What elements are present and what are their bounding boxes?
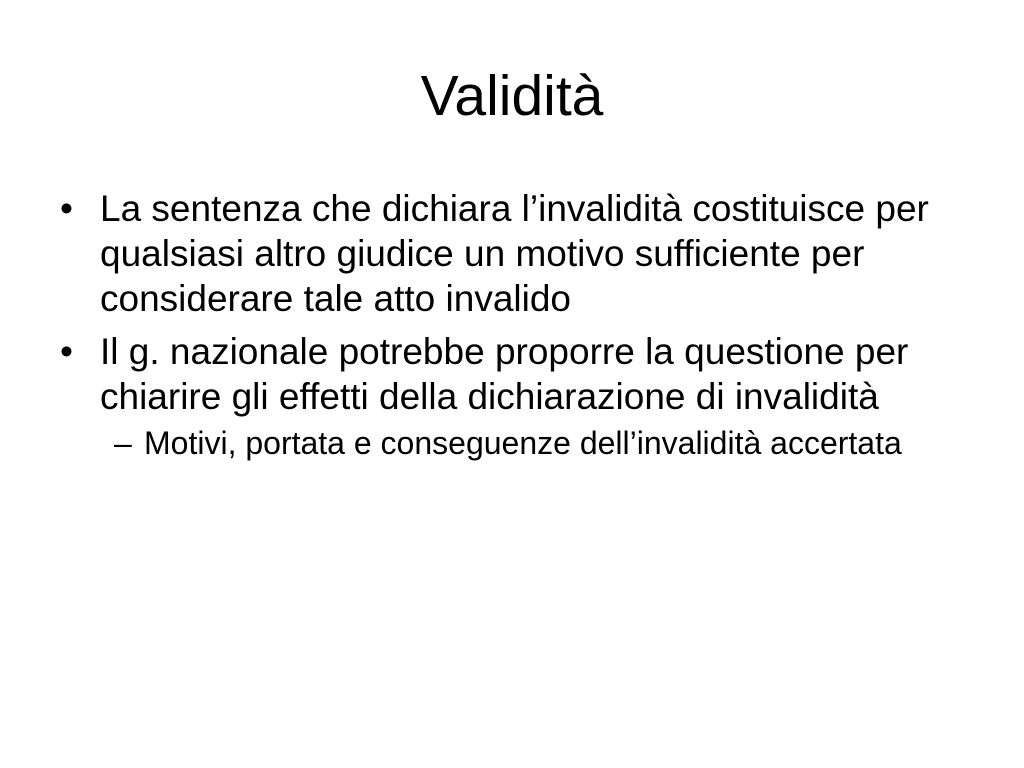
- sub-bullet-text: Motivi, portata e conseguenze dell’invalidità accertata: [144, 425, 902, 461]
- bullet-text: Il g. nazionale potrebbe proporre la questione per chiarire gli effetti della dichiarazione di invalidità: [100, 331, 909, 417]
- sub-bullet-list: [100, 423, 986, 463]
- bullet-item: [56, 186, 986, 321]
- bullet-marker: •: [60, 331, 73, 372]
- slide-title: Validità: [420, 64, 604, 128]
- sub-bullet-item: [100, 423, 986, 463]
- sub-bullet-marker: –: [114, 425, 132, 461]
- bullet-text: La sentenza che dichiara l’invalidità costituisce per qualsiasi altro giudice un motivo sufficiente per considerare tale atto invalido: [100, 188, 929, 319]
- bullet-marker: •: [60, 188, 73, 229]
- bullet-item: [56, 329, 986, 463]
- bullet-list: [56, 186, 986, 471]
